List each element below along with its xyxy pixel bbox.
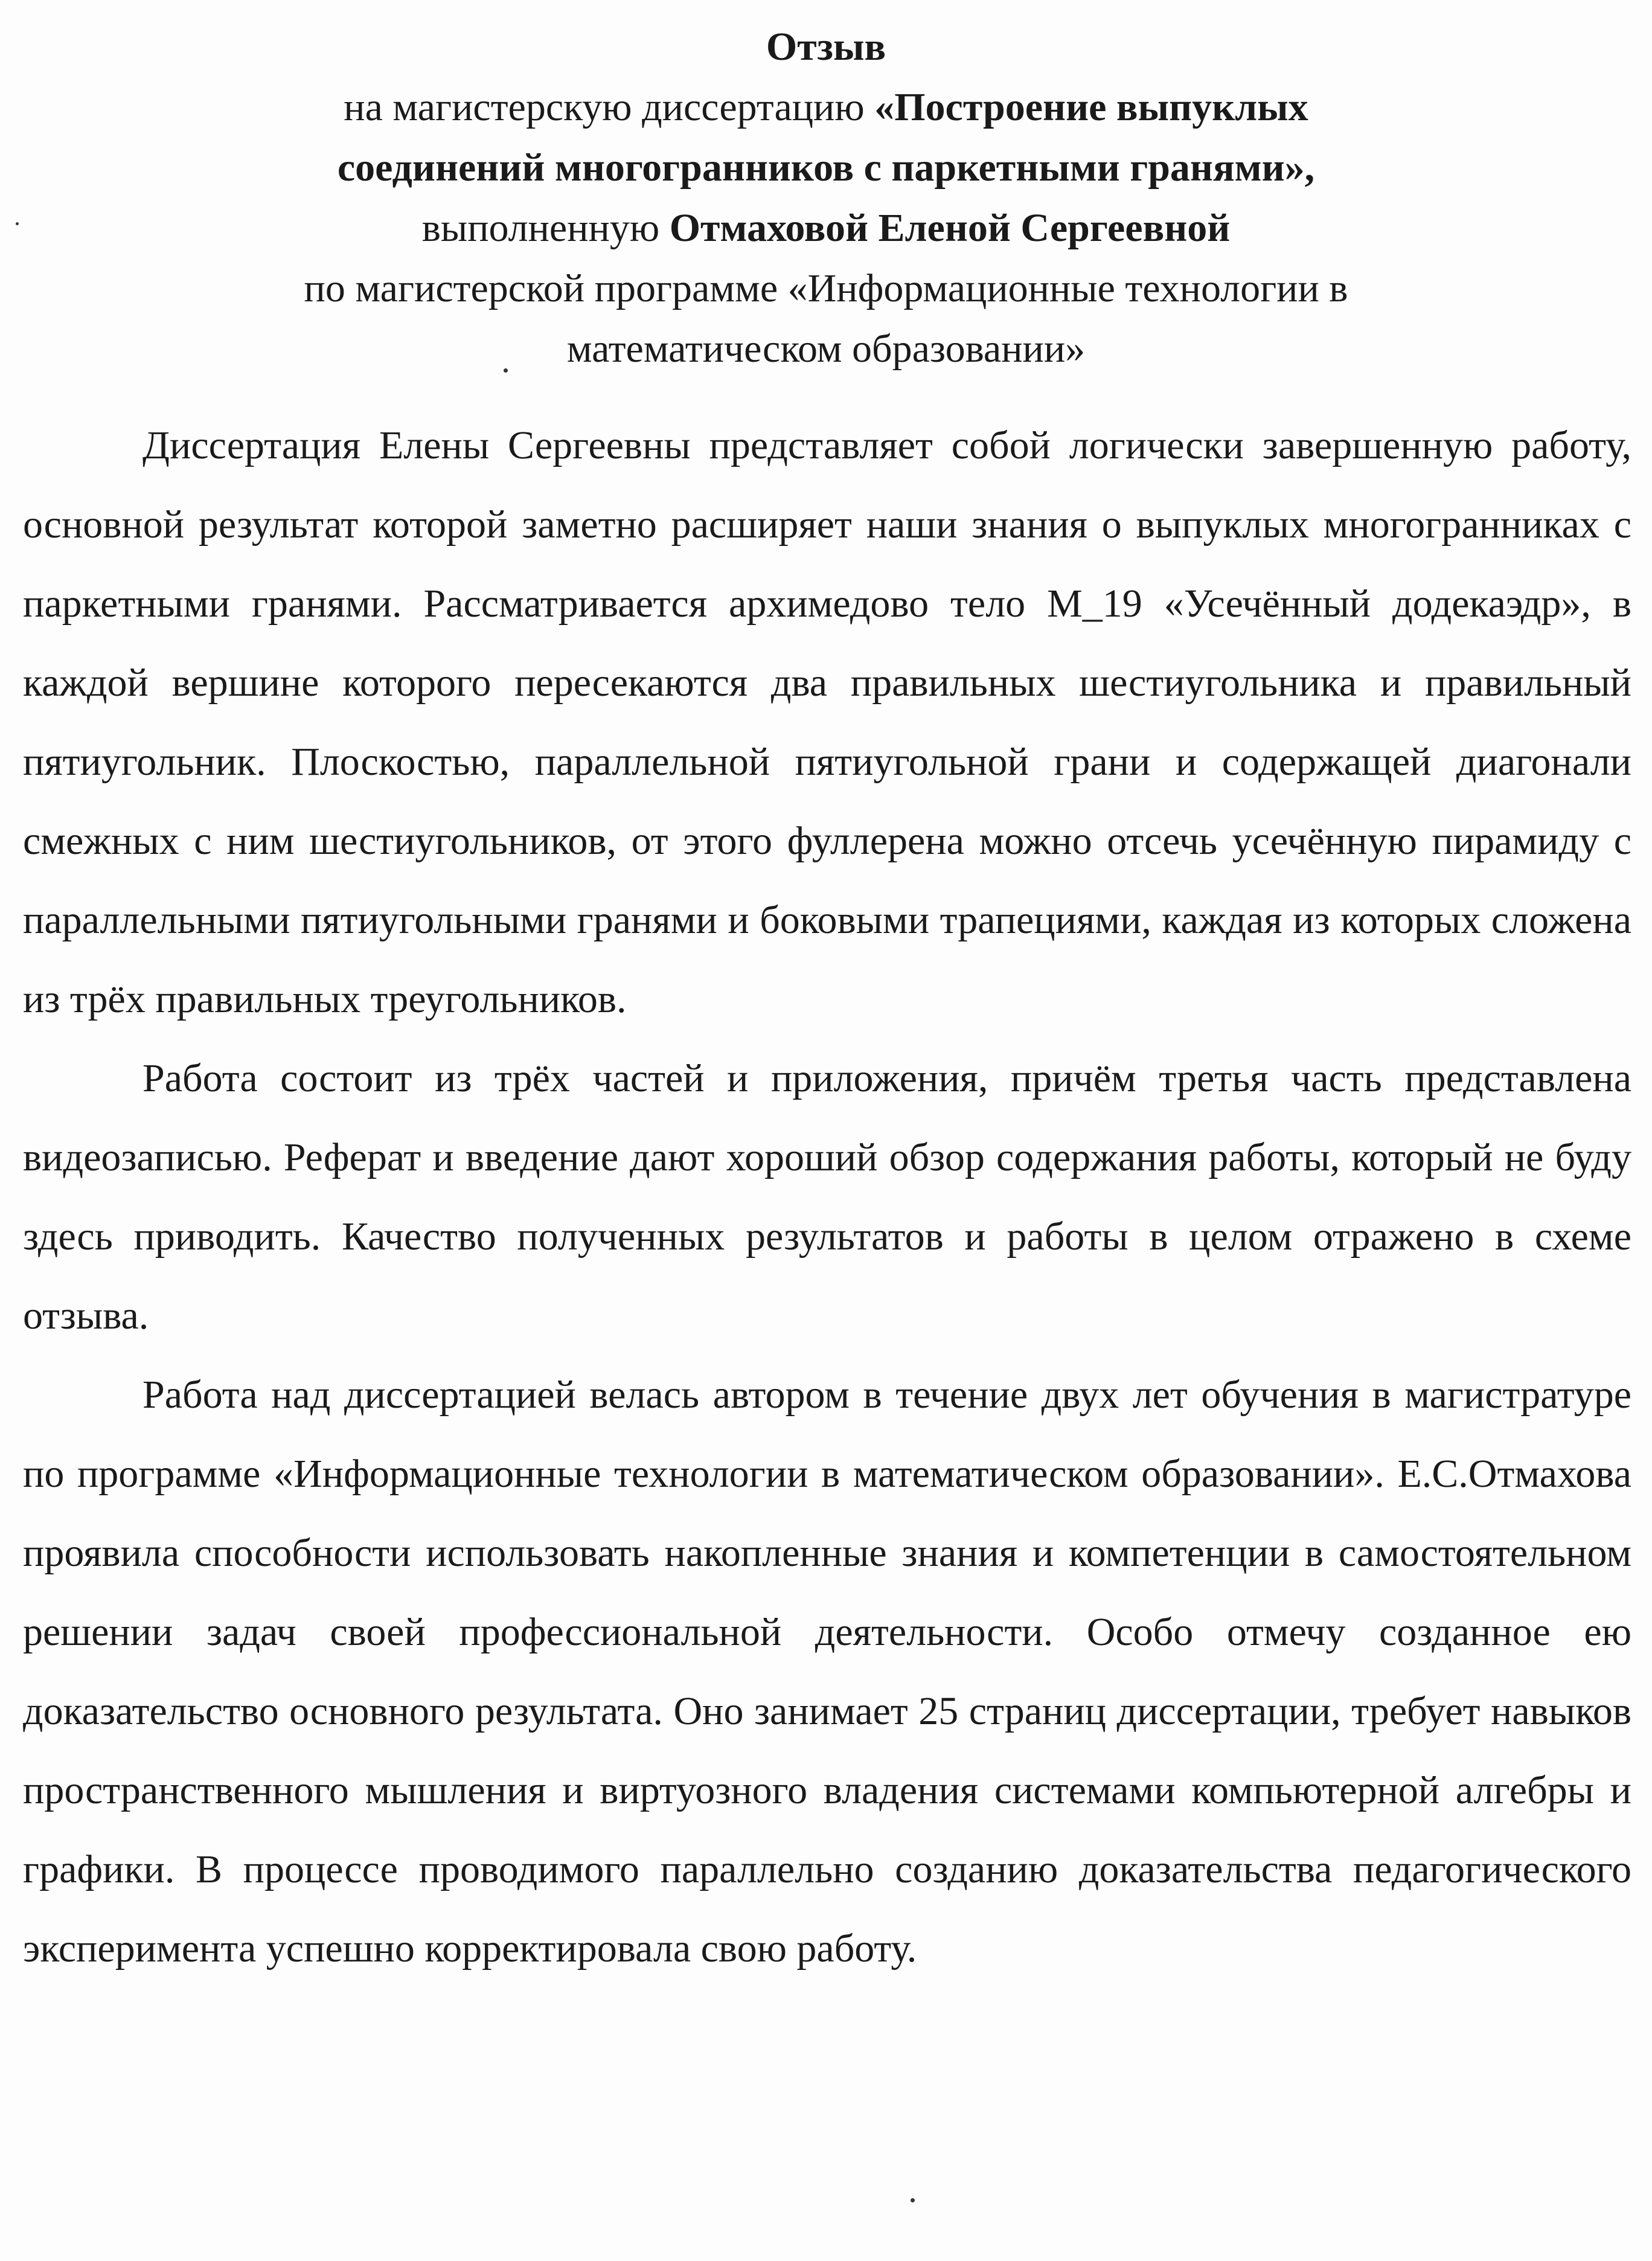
scan-speck: [504, 368, 508, 373]
scan-speck: [16, 222, 19, 225]
author-line: выполненную Отмаховой Еленой Сергеевной: [421, 206, 1231, 250]
review-title: Отзыв: [766, 25, 886, 69]
paragraph-2: Работа состоит из трёх частей и приложения, причём третья часть представлена видеозаписью. Реферат и введение дают хороший обзор содержания работы, который не буду здесь приводить. Качество полученных результатов и работы в целом отражено в схеме отзыва.: [23, 1056, 1631, 1338]
review-body: [23, 406, 1631, 1988]
paragraph-3: Работа над диссертацией велась автором в течение двух лет обучения в магистратуре по программе «Информационные технологии в математическом образовании». Е.С.Отмахова проявила способности использовать накопленные знания и компетенции в самостоятельном решении задач своей профессиональной деятельности. Особо отмечу созданное ею доказательство основного результата. Оно занимает 25 страниц диссертации, требует навыков пространственного мышления и виртуозного владения системами компьютерной алгебры и графики. В процессе проводимого параллельно созданию доказательства педагогического эксперимента успешно корректировала свою работу.: [23, 1373, 1631, 1971]
thesis-title-line-2: соединений многогранников с паркетными гранями»,: [337, 146, 1315, 190]
review-header: [0, 17, 1652, 379]
program-line-2: математическом образовании»: [566, 327, 1086, 371]
scan-speck: [911, 2198, 915, 2202]
thesis-title-line-1: на магистерскую диссертацию «Построение выпуклых: [344, 85, 1308, 129]
program-line-1: по магистерской программе «Информационные технологии в: [304, 266, 1348, 310]
paragraph-1: Диссертация Елены Сергеевны представляет собой логически завершенную работу, основной результат которой заметно расширяет наши знания о выпуклых многогранниках с паркетными гранями. Рассматривается архимедово тело М_19 «Усечённый додекаэдр», в каждой вершине которого пересекаются два правильных шестиугольника и правильный пятиугольник. Плоскостью, параллельной пятиугольной грани и содержащей диагонали смежных с ним шестиугольников, от этого фуллерена можно отсечь усечённую пирамиду с параллельными пятиугольными гранями и боковыми трапециями, каждая из которых сложена из трёх правильных треугольников.: [23, 423, 1631, 1021]
